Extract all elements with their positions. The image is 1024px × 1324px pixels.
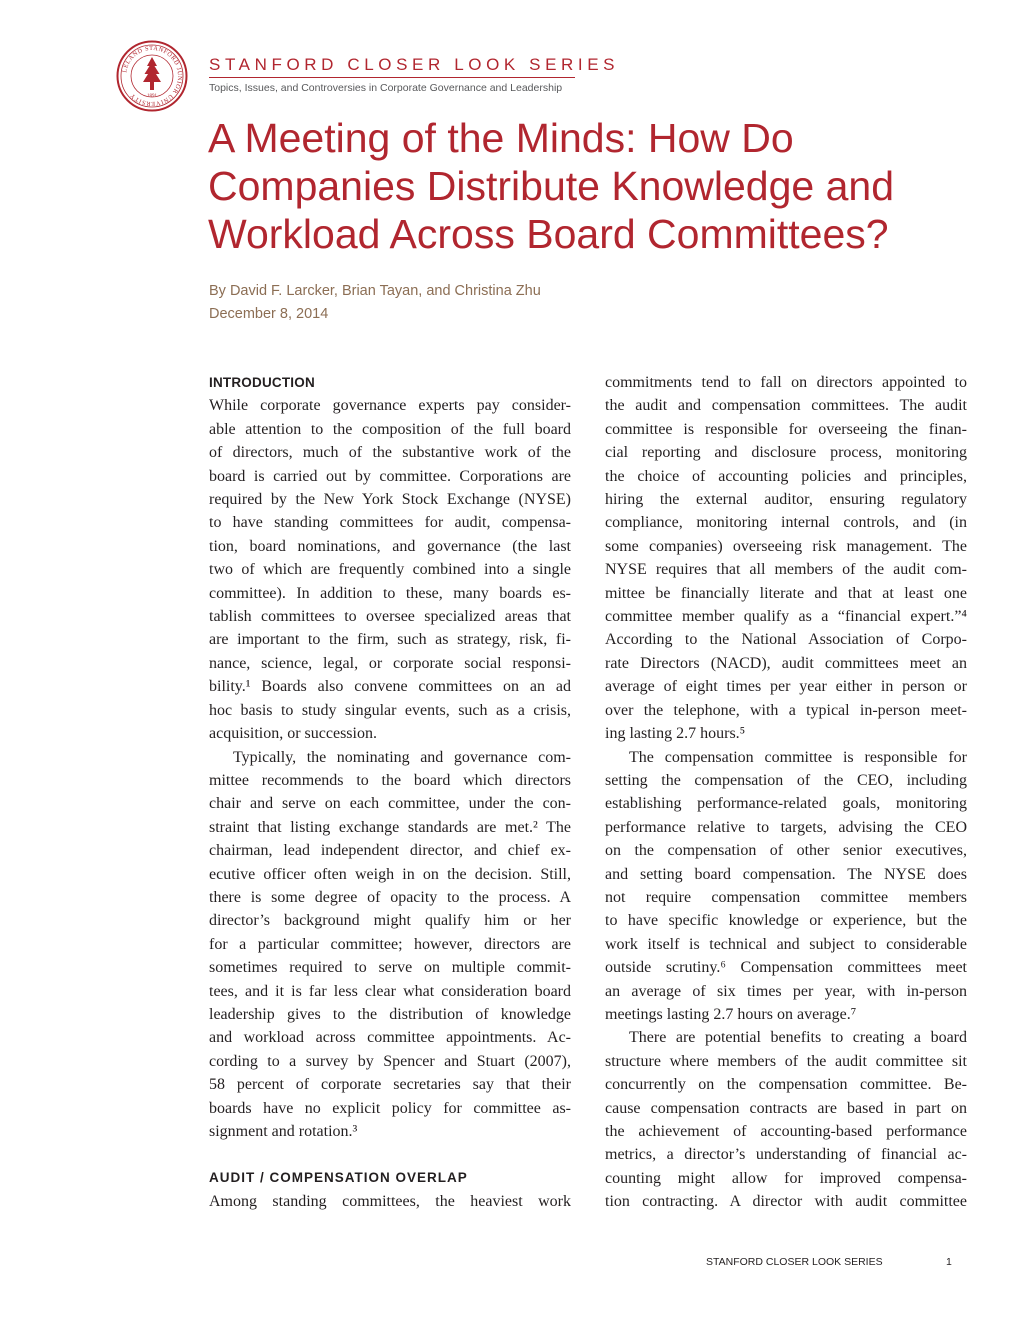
byline — [209, 280, 541, 326]
publication-date: December 8, 2014 — [209, 306, 329, 322]
text-line: committee). In addition to these, many boards es- — [209, 584, 571, 602]
text-line: rate Directors (NACD), audit committees meet an — [605, 654, 967, 672]
text-line: counting might allow for improved compensa- — [605, 1169, 967, 1187]
right-column-body — [605, 371, 967, 1214]
text-line: outside scrutiny.⁶ Compensation committees meet — [605, 959, 967, 977]
left-column — [209, 371, 571, 1213]
text-line: able attention to the composition of the full board — [209, 420, 571, 438]
text-line: concurrently on the compensation committee. Be- — [605, 1076, 967, 1094]
text-line: mittee be financially literate and that at least one — [605, 584, 967, 602]
text-line: leadership gives to the distribution of knowledge — [209, 1005, 571, 1023]
page-number: 1 — [946, 1256, 952, 1268]
text-line: setting the compensation of the CEO, including — [605, 771, 967, 789]
text-line: bility.¹ Boards also convene committees on an ad — [209, 678, 571, 696]
text-line: compliance, monitoring internal controls, and (in — [605, 514, 967, 532]
text-line: tees, and it is far less clear what consideration board — [209, 982, 571, 1000]
right-column — [605, 371, 967, 1214]
title-line: Workload Across Board Committees? — [208, 211, 889, 257]
text-line: to have standing committees for audit, compensa- — [209, 514, 571, 532]
text-line: Among standing committees, the heaviest work — [209, 1192, 571, 1210]
text-line: and workload across committee appointments. Ac- — [209, 1029, 571, 1047]
text-line: There are potential benefits to creating a board — [629, 1029, 967, 1047]
text-line: straint that listing exchange standards are met.² The — [209, 818, 571, 836]
text-line: chairman, lead independent director, and chief ex- — [209, 842, 571, 860]
series-rule — [209, 77, 575, 78]
document-title — [208, 114, 988, 258]
text-line: hiring the external auditor, ensuring regulatory — [605, 491, 967, 509]
text-line: average of eight times per year either in person or — [605, 678, 967, 696]
text-line: and setting board compensation. The NYSE does — [605, 865, 967, 883]
text-line: mittee recommends to the board which directors — [209, 771, 571, 789]
text-line: The compensation committee is responsible for — [629, 748, 967, 766]
text-line: performance relative to targets, advising the CEO — [605, 818, 967, 836]
section-heading-audit-compensation: AUDIT / COMPENSATION OVERLAP — [209, 1170, 468, 1186]
text-line: tion contracting. A director with audit committee — [605, 1193, 967, 1211]
text-line: While corporate governance experts pay consider- — [209, 397, 571, 415]
text-line: for a particular committee; however, directors are — [209, 935, 571, 953]
text-line: the choice of accounting policies and principles, — [605, 467, 967, 485]
text-line: metrics, a director’s understanding of financial ac- — [605, 1146, 967, 1164]
text-line: required by the New York Stock Exchange (NYSE) — [209, 491, 571, 509]
seal-year: 1891 — [147, 94, 157, 99]
text-line: are important to the firm, such as strategy, risk, fi- — [209, 631, 571, 649]
text-line: sometimes required to serve on multiple commit- — [209, 959, 571, 977]
text-line: committee member qualify as a “financial expert.”⁴ — [605, 608, 967, 626]
text-line: 58 percent of corporate secretaries say that their — [209, 1076, 571, 1094]
text-line: board is carried out by committee. Corporations are — [209, 467, 571, 485]
text-line: nance, science, legal, or corporate social responsi- — [209, 654, 571, 672]
text-line: committee is responsible for overseeing the finan- — [605, 420, 967, 438]
title-line: Companies Distribute Knowledge and — [208, 163, 895, 209]
series-name: STANFORD CLOSER LOOK SERIES — [209, 55, 620, 74]
text-line: an average of six times per year, with in-person — [605, 982, 967, 1000]
left-column-body — [209, 394, 571, 1143]
section-heading-introduction: INTRODUCTION — [209, 375, 315, 390]
text-line: According to the National Association of Corpo- — [605, 631, 967, 649]
text-line: boards have no explicit policy for committee as- — [209, 1099, 571, 1117]
text-line: cial reporting and disclosure process, monitoring — [605, 444, 967, 462]
text-line: structure where members of the audit committee sit — [605, 1052, 967, 1070]
text-line: tablish committees to oversee specialized areas that — [209, 608, 571, 626]
text-line: the achievement of accounting-based performance — [605, 1123, 967, 1140]
text-line: signment and rotation.³ — [209, 1123, 358, 1140]
stanford-seal-icon — [116, 40, 188, 112]
text-line: commitments tend to fall on directors appointed to — [605, 374, 967, 391]
text-line: director’s background might qualify him or her — [209, 912, 571, 930]
text-line: two of which are frequently combined into a single — [209, 561, 571, 579]
footer-series: STANFORD CLOSER LOOK SERIES — [706, 1256, 883, 1268]
text-line: some companies) overseeing risk management. The — [605, 537, 967, 555]
text-line: the audit and compensation committees. The audit — [605, 397, 967, 415]
text-line: acquisition, or succession. — [209, 725, 377, 743]
text-line: cording to a survey by Spencer and Stuart (2007), — [209, 1052, 571, 1070]
text-line: there is some degree of opacity to the process. A — [209, 888, 571, 906]
title-line: A Meeting of the Minds: How Do — [208, 115, 794, 161]
left-column-body-2 — [209, 1190, 571, 1213]
text-line: of directors, much of the substantive work of the — [209, 444, 571, 462]
text-line: ecutive officer often weigh in on the decision. Still, — [209, 865, 571, 883]
text-line: ing lasting 2.7 hours.⁵ — [605, 725, 746, 743]
text-line: over the telephone, with a typical in-person meet- — [605, 701, 967, 719]
authors: By David F. Larcker, Brian Tayan, and Christina Zhu — [209, 283, 541, 299]
text-line: cause compensation contracts are based in part on — [605, 1099, 967, 1117]
text-line: on the compensation of other senior executives, — [605, 842, 967, 860]
text-line: hoc basis to study singular events, such as a crisis, — [209, 701, 571, 719]
text-line: Typically, the nominating and governance com- — [233, 748, 571, 766]
seal-ring-text: LELAND STANFORD JUNIOR UNIVERSITY — [121, 44, 184, 108]
text-line: tion, board nominations, and governance (the last — [209, 537, 571, 555]
text-line: to have specific knowledge or experience, but the — [605, 912, 967, 930]
text-line: establishing performance-related goals, monitoring — [605, 795, 967, 813]
text-line: chair and serve on each committee, under the con- — [209, 795, 571, 813]
text-line: not require compensation committee members — [605, 888, 967, 906]
text-line: meetings lasting 2.7 hours on average.⁷ — [605, 1005, 857, 1023]
text-line: work itself is technical and subject to considerable — [605, 935, 967, 953]
text-line: NYSE requires that all members of the audit com- — [605, 561, 967, 579]
series-subtitle: Topics, Issues, and Controversies in Corporate Governance and Leadership — [209, 82, 563, 94]
